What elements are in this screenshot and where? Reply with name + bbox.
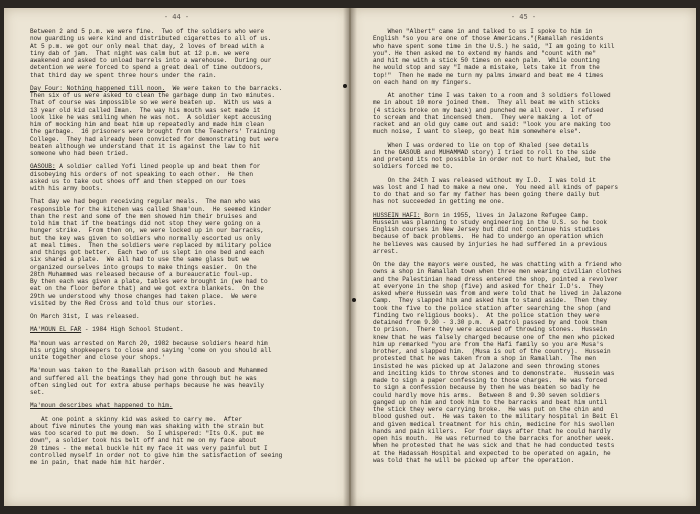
paragraph-text: At another time I was taken to a room and 3 soldiers followed me in about 10 more joined them. They all beat me with sticks (4 sticks broke on my back) and punched me all over. I refused to scream and that incensed them. They were making a lot of racket and an old guy came out and said: "look you are making too much noise, I want to sleep, go beat him somewhere else".: [373, 92, 611, 136]
paragraph: [30, 340, 335, 362]
paragraph: [30, 326, 335, 333]
paragraph-text: On the 24th I was released without my I.D. I was told it was lost and I had to make a new one. You need all kinds of papers to do that and so far my father has been going there daily but has not succeeded in getting me one.: [373, 176, 619, 206]
right-page-text: [373, 28, 678, 470]
paragraph: [30, 313, 335, 320]
paragraph: [30, 85, 335, 158]
underlined-heading: GASOUB:: [30, 163, 56, 171]
paragraph: [30, 402, 335, 409]
binding-hole: [343, 84, 347, 88]
underlined-heading: HUSSEIN HAFI:: [373, 211, 421, 219]
paragraph: [30, 163, 335, 192]
paragraph-text: Between 2 and 5 p.m. we were fine. Two of the soldiers who were now guarding us were kind and distributed cigarettes to all of us. At 5 p.m. we got our only meal that day, 2 loves of bread with a tiny dab of jam. That night was calm but at 12 p.m. we were awakened and asked to unload barrels into a warehouse. During our detention we were forced to spend a great deal of time outdoors, that third day we spent three hours under the rain.: [30, 28, 272, 79]
paragraph: [373, 177, 678, 206]
paragraph: [30, 367, 335, 396]
paragraph-text: Ma'moun was taken to the Ramallah prison with Gasoub and Muhammed and suffered all the beatings they had gone through but he was often singled out for extra abuse perhaps because he was heavily set.: [30, 367, 268, 396]
paragraph: [373, 142, 678, 171]
paragraph: [373, 212, 678, 256]
left-page-number: - 44 -: [163, 13, 190, 21]
paragraph-text: That day we had begun receiving regular meals. The man who was responsible for the kitchen was called Sham'oun. He seemed kinder than the rest and some of the men showed him their bruises and told him that if the beatings did not stop they were going on a hunger strike. From then on, we were locked up in our barracks, but the key was given to soldiers who normally escorted us only at meal times. Then the soldiers were replaced by military police and things got better. Each two of us slept in one bed and each six shared a plate. We all had to use the same glass but we organized ourselves into groups to make things easier. On the 28th Muhammed was released because of a bureaucratic foul-up. By then each was given a plate, tables were brought in (we had to eat on the floor before that) and we got extra blankets. On the 29th we understood why those changes had taken place. We were visited by the Red Cross and told thus our stories.: [30, 198, 272, 307]
paragraph: [373, 92, 678, 136]
paragraph-text: A soldier called Yofi lined people up and beat them for disobeying his orders of not speaking to each other. He then asked us to take out shoes off and then stepped on our toes with his army boots.: [30, 163, 261, 192]
paragraph: [30, 198, 335, 307]
paragraph-text: At one point a skinny kid was asked to carry me. After about five minutes the young man was shaking with the strain but was too scared to put me down. So I whispered: "Its O.K. put me down", a soldier took his belt off and hit me on my face about 20 times - the metal buckle hit my face it was very painful but I controlled myself in order not to give him the satisfaction of seeing me in pain, that made him hit harder.: [30, 415, 283, 466]
right-page: [350, 8, 696, 506]
underlined-heading: Day Four: Nothing happened till noon.: [30, 84, 166, 92]
paragraph: [30, 416, 335, 467]
paragraph-text: On March 31st, I was released.: [30, 313, 140, 320]
underlined-heading: MA'MOUN EL FAR: [30, 326, 82, 334]
paragraph-text: On the day the mayors were ousted, he was chatting with a friend who owns a shop in Ramallah town when three men wearing civilian clothes and the Palestinian head dress entered the shop, pointed a revolver at everyone in the shop (five) and asked for their I.D's. They asked where Hussein was from and were told that he lived in Jalazone Camp. They slapped him and asked him to stand aside. Then they took the five to the police station after searching the shop (and finding two religious books). At the police station they were detained from 9.30 - 3.30 p.m. A patrol passed by and took them to prison. There they were accused of throwing stones. Hussein knew that he was falsely charged because one of the men who picked him up remarked "you are from the Hafi family so you are Musa's brother, and slapped him. (Musa is out of the country). Hussein protested that he was taken from a shop in Ramallah. The men insisted he was picked up at Jalazone and seen throwing stones and inciting kids to throw stones and to demonstrate. Hussein was made to sign a paper confessing to those charges. He was forced to sign a confession because by then he was beaten so badly he could hardly move his arms. Between 8 and 9.30 seven soldiers ganged up on him and took him to the barracks and beat him until the stick they were carrying broke. He was put on the chin and blood gushed out. He was taken to the military hospital in Beit El and given medical treatment for his chin, medicine for his swollen hands and pain killers. For four days after that he could hardly open his mouth. He was returned to the barracks for another week. When he protested that he was sick and that he had conducted tests at the Hadassah Hospital and expected to be operated on again, he was told that he will be picked up after the operation.: [373, 261, 622, 464]
binding-hole: [352, 298, 356, 302]
paragraph: [373, 261, 678, 464]
paragraph-text: Ma'moun was arrested on March 20, 1982 because soldiers heard him his urging shopkeepers to close and saying 'come on you should all unite together and close your shops.': [30, 339, 272, 361]
paragraph-text: Born in 1955, lives in Jalazone Refugee Camp. Hussein was planning to study engineering in the U.S. so he took English courses in New Jersey but did not continue his studies because of back problems. He had to undergo an operation which he believes was caused by injuries he had suffered in a previous arrest.: [373, 211, 608, 255]
left-page-text: [30, 28, 335, 472]
paragraph: [30, 28, 335, 79]
paragraph: [373, 28, 678, 86]
paragraph-text: - 1984 High School Student.: [81, 326, 184, 334]
right-page-number: - 45 -: [510, 13, 537, 21]
left-page: [4, 8, 350, 506]
underlined-heading: Ma'moun describes what happened to him.: [30, 402, 173, 410]
paragraph-text: When I was ordered to lie on top of Khaled (see details in the GASOUB and MUHAMMAD story) I tried to roll to the side and pretend its not possible in order not to hurt Khaled, but the soldiers forced me to.: [373, 141, 611, 171]
book-gutter: [343, 8, 357, 506]
paragraph-text: When "Albert" came in and talked to us I spoke to him in English "so you are one of those Americans."(Ramallah residents who have spent some time in the U.S.) he said, "I am going to kill you". He then asked me to extend my hands and "count with me" and hit me with a stick 50 times on each palm. While counting he would stop and say "I made a mistake, lets take it from the top!" Then he made me turn my palms inward and beat me 4 times on each hand on my fingers.: [373, 28, 615, 86]
paragraph-text: We were taken to the barracks. Then six of us were asked to clean the garbage dump in two minutes. That of course was impossible so we were beaten up. With us was a 13 year old kid called Iman. The way his mouth was set made it look like he was smiling when he was not. A soldier kept accusing him of mocking him and beat him up repeatedly and made him clean the garbage. 16 prisoners were brought from the Teachers' Training College. They had already been convicted for demonstrating but were beaten although we understand that it is against the law to hit someone who had been tried.: [30, 84, 283, 157]
